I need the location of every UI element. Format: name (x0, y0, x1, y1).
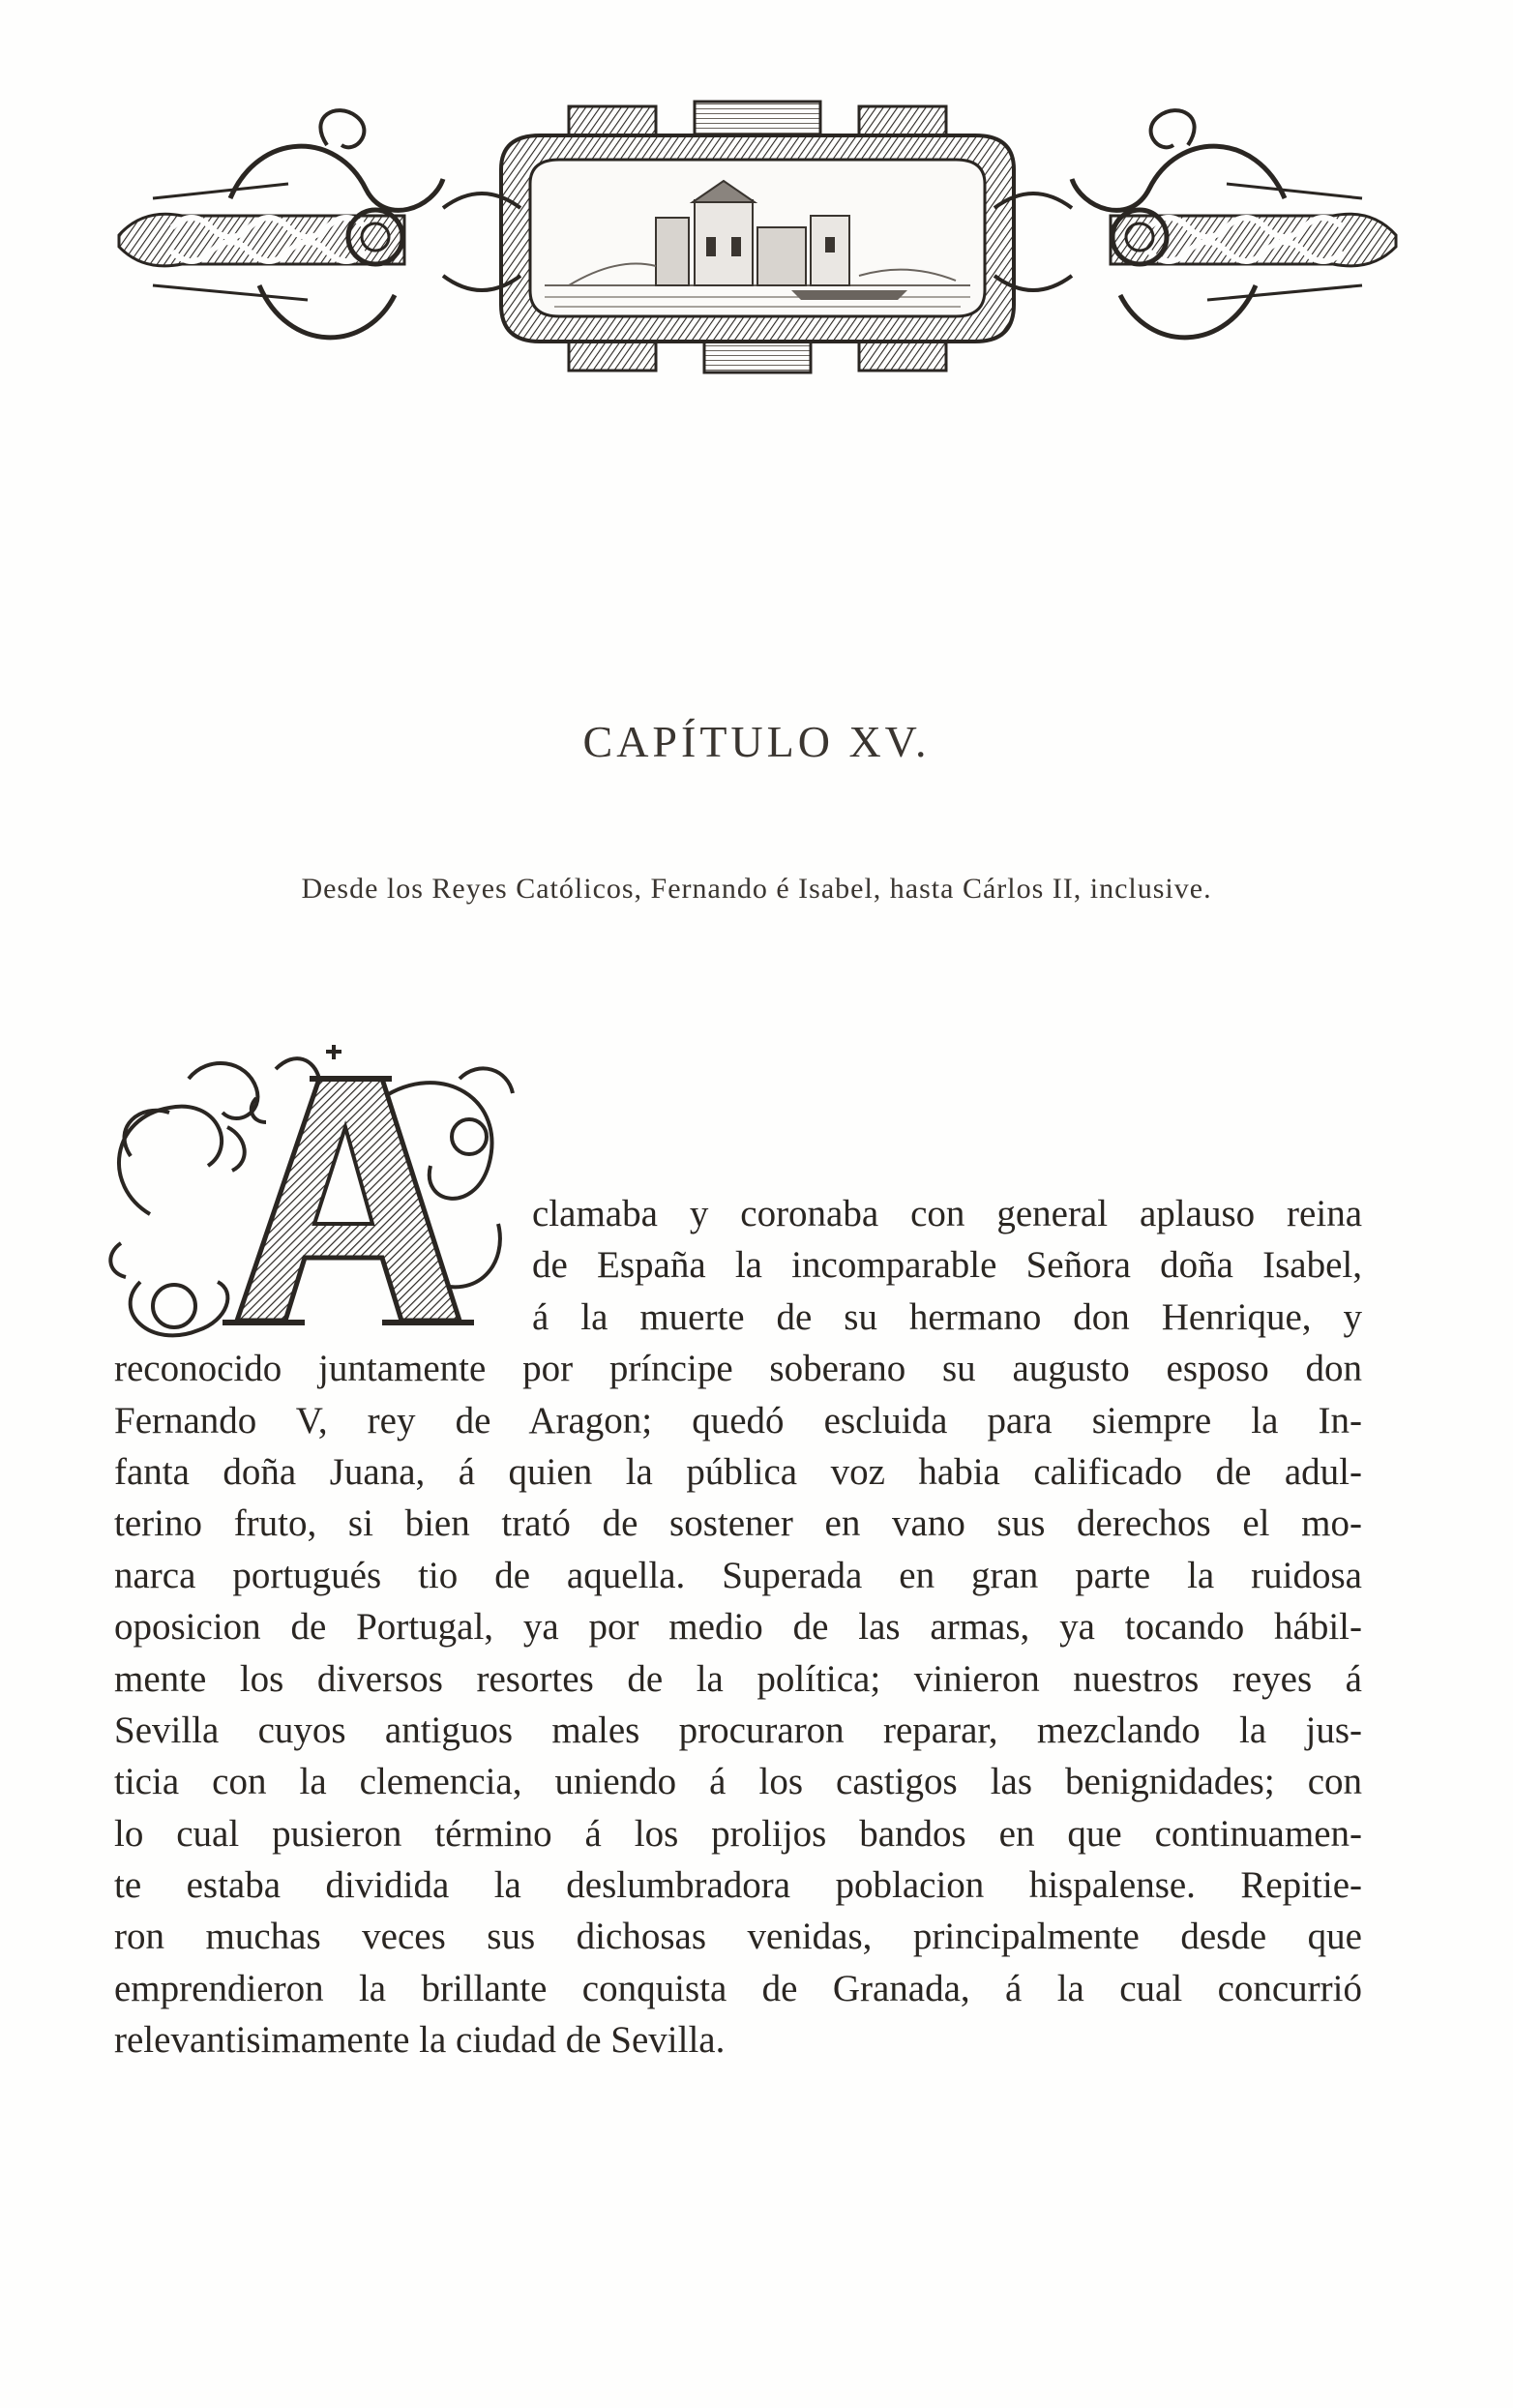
text-line: ron muchas veces sus dichosas venidas, principalmente desde que (114, 1916, 1362, 1958)
text-line: lo cual pusieron término á los prolijos bandos en que continuamen- (114, 1812, 1362, 1855)
text-line: á la muerte de su hermano don Henrique, y (532, 1295, 1362, 1338)
text-line: de España la incomparable Señora doña Isabel, (532, 1244, 1362, 1287)
text-line: emprendieron la brillante conquista de Granada, á la cual concurrió (114, 1967, 1362, 2009)
ornamental-headpiece (114, 92, 1401, 382)
text-line: mente los diversos resortes de la política; vinieron nuestros reyes á (114, 1657, 1362, 1700)
text-line: Fernando V, rey de Aragon; quedó escluida para siempre la In- (114, 1399, 1362, 1442)
text-line: te estaba dividida la deslumbradora poblacion hispalense. Repitie- (114, 1864, 1362, 1907)
chapter-title: CAPÍTULO XV. (582, 717, 931, 766)
text-line: reconocido juntamente por príncipe soberano su augusto esposo don (114, 1348, 1362, 1390)
right-scroll-ornament (1072, 110, 1396, 338)
text-line: ticia con la clemencia, uniendo á los castigos las benignidades; con (114, 1761, 1362, 1803)
text-line: oposicion de Portugal, ya por medio de las armas, ya tocando hábil- (114, 1606, 1362, 1649)
text-line: Sevilla cuyos antiguos males procuraron reparar, mezclando la jus- (114, 1709, 1362, 1751)
body-paragraph (114, 1188, 1362, 2066)
central-vignette-frame (443, 102, 1072, 372)
text-line: narca portugués tio de aquella. Superada en gran parte la ruidosa (114, 1554, 1362, 1596)
text-line: relevantisimamente la ciudad de Sevilla. (114, 2019, 726, 2062)
text-line: clamaba y coronaba con general aplauso reina (532, 1193, 1362, 1234)
left-scroll-ornament (119, 110, 443, 338)
chapter-subtitle: Desde los Reyes Católicos, Fernando é Isabel, hasta Cárlos II, inclusive. (301, 873, 1212, 905)
text-line: terino fruto, si bien trató de sostener en vano sus derechos el mo- (114, 1502, 1362, 1545)
text-line: fanta doña Juana, á quien la pública voz habia calificado de adul- (114, 1450, 1362, 1493)
